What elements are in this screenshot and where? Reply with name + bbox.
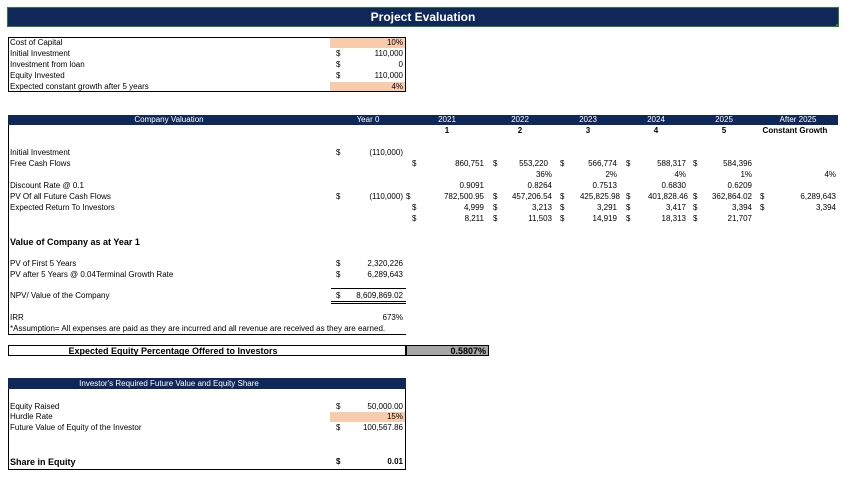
table-border	[8, 334, 406, 335]
input-label: Investment from loan	[10, 60, 85, 69]
cell[interactable]: 15%	[386, 412, 403, 421]
cell[interactable]: 4,999	[463, 203, 484, 212]
currency: $	[693, 192, 698, 201]
year-header: 2023	[579, 115, 597, 124]
currency: $	[406, 192, 411, 201]
cell[interactable]: 3,394	[731, 203, 752, 212]
cell[interactable]: 2,320,226	[367, 259, 403, 268]
year-header: 2025	[715, 115, 733, 124]
cell[interactable]: 8,211	[464, 214, 484, 223]
input-label: Expected constant growth after 5 years	[10, 82, 149, 91]
period-number: 1	[444, 126, 450, 135]
currency: $	[336, 259, 341, 268]
cell[interactable]: 50,000.00	[367, 402, 403, 411]
cell[interactable]: 100,567.86	[362, 423, 403, 432]
cell[interactable]: 566,774	[588, 159, 617, 168]
year0-header: Year 0	[356, 115, 380, 124]
input-label: Cost of Capital	[10, 38, 63, 47]
year-header: 2022	[511, 115, 529, 124]
cell[interactable]: 0.7513	[592, 181, 617, 190]
page-title[interactable]: Project Evaluation	[7, 7, 839, 27]
input-cell[interactable]: 110,000	[374, 49, 403, 58]
currency: $	[412, 214, 417, 223]
input-label: Equity Invested	[10, 71, 65, 80]
currency: $	[336, 402, 341, 411]
input-label: Initial Investment	[10, 49, 71, 58]
cell[interactable]: 6,289,643	[800, 192, 836, 201]
cell[interactable]: 6,289,643	[367, 270, 403, 279]
period-number: 3	[585, 126, 591, 135]
currency: $	[412, 203, 417, 212]
currency: $	[760, 203, 765, 212]
input-cell[interactable]: 0	[398, 60, 403, 69]
currency: $	[336, 60, 341, 69]
currency: $	[336, 291, 341, 300]
cell[interactable]: 4%	[824, 170, 836, 179]
row-label: NPV/ Value of the Company	[10, 291, 110, 300]
currency: $	[760, 192, 765, 201]
cell[interactable]: 18,313	[661, 214, 686, 223]
table-border	[8, 125, 9, 335]
currency: $	[560, 192, 565, 201]
cell[interactable]: (110,000)	[369, 148, 403, 157]
cell[interactable]: 0.6209	[727, 181, 752, 190]
row-label: Future Value of Equity of the Investor	[10, 423, 142, 432]
cell[interactable]: 362,864.02	[711, 192, 752, 201]
currency: $	[626, 192, 631, 201]
row-label: Discount Rate @ 0.1	[10, 181, 84, 190]
currency: $	[626, 159, 631, 168]
constant-growth-label: Constant Growth	[762, 126, 828, 135]
row-label: Initial Investment	[10, 148, 71, 157]
equity-pct-label: Expected Equity Percentage Offered to Investors	[68, 346, 278, 356]
cell[interactable]: 4%	[674, 170, 686, 179]
input-cell[interactable]: 10%	[386, 38, 403, 47]
row-label: Expected Return To Investors	[10, 203, 115, 212]
cell[interactable]: 860,751	[455, 159, 484, 168]
currency: $	[626, 214, 631, 223]
cell[interactable]: 401,828.46	[647, 192, 688, 201]
investor-header-label: Investor's Required Future Value and Equity Share	[79, 379, 259, 388]
cell[interactable]: 3,291	[596, 203, 617, 212]
period-number: 2	[517, 126, 523, 135]
section-heading: Value of Company as at Year 1	[10, 237, 140, 247]
cell[interactable]: 457,206.54	[511, 192, 552, 201]
share-label: Share in Equity	[10, 457, 76, 467]
equity-pct-value[interactable]: 0.5807%	[450, 346, 486, 356]
currency: $	[493, 214, 498, 223]
row-label: Hurdle Rate	[10, 412, 53, 421]
year-header: 2024	[647, 115, 665, 124]
currency: $	[336, 457, 341, 466]
cell[interactable]: (110,000)	[369, 192, 403, 201]
currency: $	[560, 203, 565, 212]
cell[interactable]: 584,396	[723, 159, 752, 168]
cell[interactable]: 0.6830	[661, 181, 686, 190]
cell[interactable]: 14,919	[592, 214, 617, 223]
row-label: Equity Raised	[10, 402, 60, 411]
cell[interactable]: 425,825.98	[579, 192, 620, 201]
currency: $	[693, 214, 698, 223]
input-cell[interactable]: 4%	[391, 82, 403, 91]
cell[interactable]: 11,503	[528, 214, 552, 223]
currency: $	[626, 203, 631, 212]
row-label: Free Cash Flows	[10, 159, 71, 168]
currency: $	[693, 159, 698, 168]
row-label: IRR	[10, 313, 24, 322]
cell[interactable]: 36%	[535, 170, 552, 179]
currency: $	[560, 159, 565, 168]
after-header: After 2025	[779, 115, 817, 124]
npv-cell[interactable]: 8,609,869.02	[356, 291, 403, 300]
currency: $	[493, 203, 498, 212]
period-number: 4	[653, 126, 659, 135]
cell[interactable]: 588,317	[657, 159, 686, 168]
currency: $	[693, 203, 698, 212]
cell[interactable]: 2%	[605, 170, 617, 179]
input-cell[interactable]: 110,000	[374, 71, 403, 80]
assumption-note: *Assumption= All expenses are paid as they are incurred and all revenue are received as they are earned.	[10, 324, 386, 333]
currency: $	[336, 71, 341, 80]
cell[interactable]: 3,417	[665, 203, 686, 212]
cell[interactable]: 3,213	[531, 203, 552, 212]
currency: $	[336, 423, 341, 432]
cell[interactable]: 1%	[740, 170, 752, 179]
row-label: PV of First 5 Years	[10, 259, 77, 268]
row-label: PV after 5 Years @ 0.04Terminal Growth Rate	[10, 270, 174, 279]
currency: $	[336, 49, 341, 58]
selection-handle-icon[interactable]	[836, 24, 839, 27]
cell[interactable]: 553,220	[519, 159, 548, 168]
irr-cell[interactable]: 673%	[382, 313, 403, 322]
currency: $	[560, 214, 565, 223]
year-header: 2021	[438, 115, 456, 124]
share-value[interactable]: 0.01	[387, 457, 403, 466]
currency: $	[336, 148, 341, 157]
currency: $	[336, 192, 341, 201]
cell[interactable]: 0.9091	[459, 181, 484, 190]
period-number: 5	[721, 126, 727, 135]
currency: $	[493, 159, 498, 168]
row-label: PV Of all Future Cash Flows	[10, 192, 111, 201]
currency: $	[412, 159, 417, 168]
cell[interactable]: 0.8264	[527, 181, 552, 190]
currency: $	[336, 270, 341, 279]
valuation-header-label: Company Valuation	[134, 115, 204, 124]
currency: $	[493, 192, 498, 201]
cell[interactable]: 782,500.95	[443, 192, 484, 201]
cell[interactable]: 3,394	[815, 203, 836, 212]
cell[interactable]: 21,707	[727, 214, 752, 223]
